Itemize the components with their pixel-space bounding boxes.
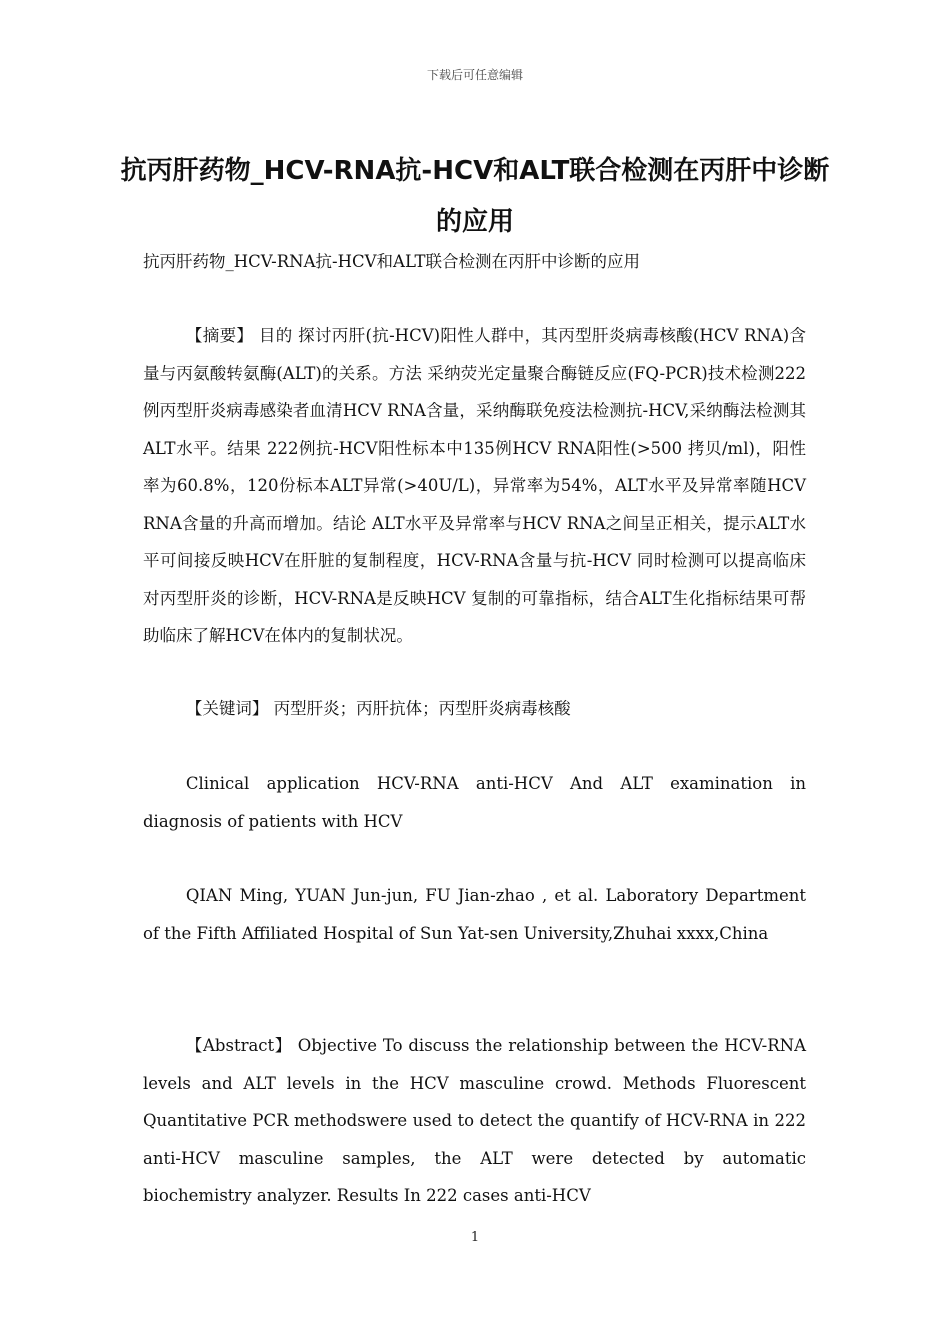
abstract-en-text: Objective To discuss the relationship between the HCV-RNA levels and ALT levels in the HCV masculine crowd. Methods Fluorescent Quantitative PCR methodswere used to detect the quantify of HCV-RNA in 222 anti-HCV masculine samples, the ALT were detected by automatic biochemistry analyzer. Results In 222 cases anti-HCV — [143, 1036, 806, 1205]
english-title: Clinical application HCV-RNA anti-HCV And ALT examination in diagnosis of patients with HCV — [143, 774, 806, 831]
abstract-cn-label: 【摘要】 — [185, 326, 254, 345]
abstract-en-label: 【Abstract】 — [185, 1036, 292, 1055]
abstract-cn — [143, 317, 806, 655]
abstract-cn-text: 目的 探讨丙肝(抗-HCV)阳性人群中，其丙型肝炎病毒核酸(HCV RNA)含量与丙氨酸转氨酶(ALT)的关系。方法 采纳荧光定量聚合酶链反应(FQ-PCR)技术检测222例丙型肝炎病毒感染者血清HCV RNA含量，采纳酶联免疫法检测抗-HCV,采纳酶法检测其ALT水平。结果 222例抗-HCV阳性标本中135例HCV RNA阳性(>500 拷贝/ml)，阳性率为60.8%，120份标本ALT异常(>40U/L)，异常率为54%，ALT水平及异常率随HCV RNA含量的升高而增加。结论 ALT水平及异常率与HCV RNA之间呈正相关，提示ALT水平可间接反映HCV在肝脏的复制程度，HCV-RNA含量与抗-HCV 同时检测可以提高临床对丙型肝炎的诊断，HCV-RNA是反映HCV 复制的可靠指标，结合ALT生化指标结果可帮助临床了解HCV在体内的复制状况。 — [143, 326, 807, 645]
header-note: 下载后可任意编辑 — [426, 68, 523, 82]
keywords-cn — [143, 690, 806, 728]
page-number: 1 — [470, 1230, 480, 1245]
abstract-en — [143, 1027, 806, 1215]
keywords-cn-label: 【关键词】 — [185, 699, 269, 718]
authors: QIAN Ming, YUAN Jun-jun, FU Jian-zhao , et al. Laboratory Department of the Fifth Affiliated Hospital of Sun Yat-sen University,Zhuhai xxxx,China — [143, 886, 806, 943]
document-subtitle: 抗丙肝药物_HCV-RNA抗-HCV和ALT联合检测在丙肝中诊断的应用 — [143, 252, 641, 271]
document-title: 抗丙肝药物_HCV-RNA抗-HCV和ALT联合检测在丙肝中诊断的应用 — [120, 156, 830, 237]
keywords-cn-text: 丙型肝炎；丙肝抗体；丙型肝炎病毒核酸 — [268, 699, 571, 718]
